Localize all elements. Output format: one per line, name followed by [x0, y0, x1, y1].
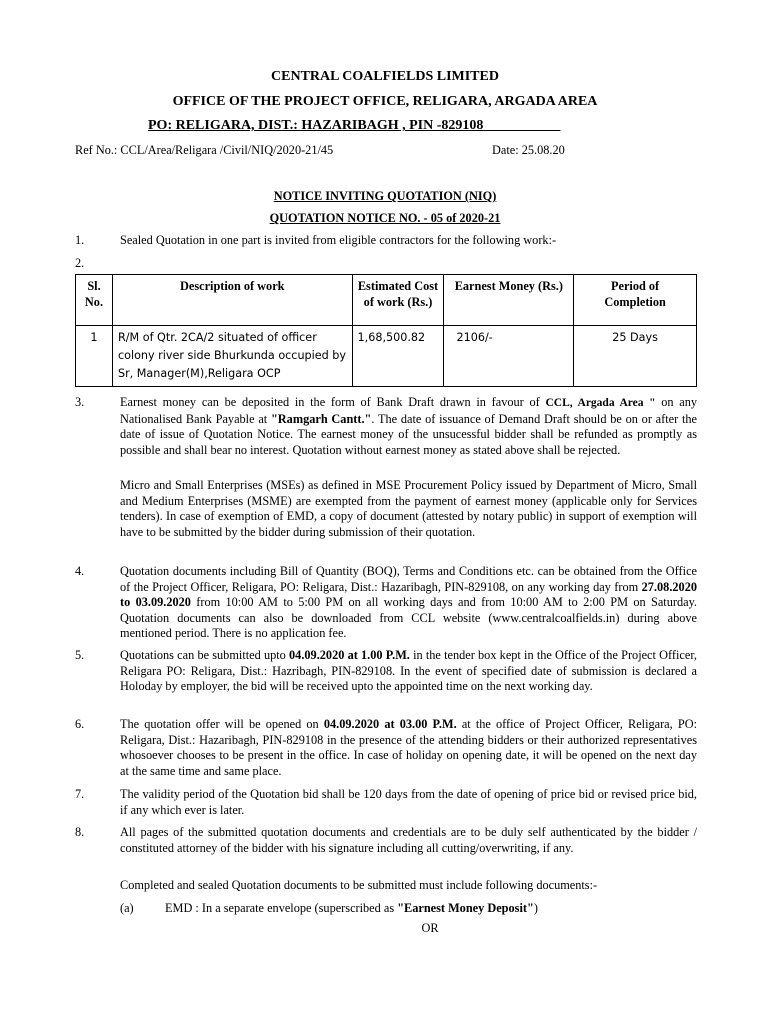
- table-row: [76, 326, 697, 387]
- office-address: PO: RELIGARA, DIST.: HAZARIBAGH , PIN -829108: [148, 118, 484, 133]
- completed-documents-text: Completed and sealed Quotation documents to be submitted must include following documents:-: [120, 878, 598, 892]
- table-header-row: [76, 275, 697, 326]
- header-description: Description of work: [112, 275, 352, 326]
- item-6-text: The quotation offer will be opened on 04.09.2020 at 03.00 P.M. at the office of Project Officer, Religara, PO: Religara, Dist.: Hazaribagh, PIN-829108 in the presence of the attending bidders or their authorized representatives whosoever chooses to be present in the office. In case of holiday on opening date, it will be opened on the next day at the same time and same place.: [120, 717, 698, 778]
- item-4-number: 4.: [75, 564, 85, 578]
- company-name: CENTRAL COALFIELDS LIMITED: [271, 69, 499, 84]
- item-7-number: 7.: [75, 787, 85, 801]
- cell-cost: 1,68,500.82: [352, 326, 444, 387]
- item-7-text: The validity period of the Quotation bid shall be 120 days from the date of opening of price bid or revised price bid, if any which ever is later.: [120, 787, 697, 817]
- notice-date: Date: 25.08.20: [492, 143, 565, 157]
- reference-number: Ref No.: CCL/Area/Religara /Civil/NIQ/2020-21/45: [75, 143, 334, 157]
- or-separator: OR: [421, 921, 439, 935]
- sub-item-a-text: EMD : In a separate envelope (superscribed as "Earnest Money Deposit"): [165, 901, 538, 915]
- cell-description: R/M of Qtr. 2CA/2 situated of officer colony river side Bhurkunda occupied by Sr, Manager(M),Religara OCP: [112, 326, 352, 387]
- item-2-number: 2.: [75, 256, 85, 270]
- item-3-text: Earnest money can be deposited in the form of Bank Draft drawn in favour of CCL, Argada Area " on any Nationalised Bank Payable at "Ramgarh Cantt.". The date of issuance of Demand Draft should be on or after the date of issue of Quotation Notice. The earnest money of the unsucessful bidder shall be refunded as promptly as possible and shall bear no interest. Quotation without earnest money as stated above shall be rejected.: [120, 395, 697, 457]
- cell-period: 25 Days: [574, 326, 697, 387]
- cell-sl: 1: [76, 326, 113, 387]
- notice-title: NOTICE INVITING QUOTATION (NIQ): [273, 189, 497, 203]
- item-5-number: 5.: [75, 648, 85, 662]
- item-8-text: All pages of the submitted quotation documents and credentials are to be duly self authenticated by the bidder / constituted attorney of the bidder with his signature including all cutting/overwriting, if any.: [120, 825, 697, 855]
- header-earnest-money: Earnest Money (Rs.): [444, 275, 574, 326]
- item-6-number: 6.: [75, 717, 85, 731]
- header-period: Period of Completion: [574, 275, 697, 326]
- notice-number: QUOTATION NOTICE NO. - 05 of 2020-21: [269, 211, 501, 225]
- header-sl-no: Sl. No.: [76, 275, 113, 326]
- item-1-number: 1.: [75, 233, 85, 247]
- mse-exemption-text: Micro and Small Enterprises (MSEs) as defined in MSE Procurement Policy issued by Department of Micro, Small and Medium Enterprises (MSME) are exempted from the payment of earnest money (applicable only for Services tenders). In case of exemption of EMD, a copy of document (attested by notary public) in support of exemption will have to be submitted by the bidder during submission of their quotation.: [120, 478, 697, 539]
- office-name: OFFICE OF THE PROJECT OFFICE, RELIGARA, ARGADA AREA: [172, 94, 598, 109]
- sub-item-a-label: (a): [120, 901, 134, 915]
- item-1-text: Sealed Quotation in one part is invited from eligible contractors for the following work:-: [120, 233, 557, 247]
- item-5-text: Quotations can be submitted upto 04.09.2020 at 1.00 P.M. in the tender box kept in the Office of the Project Officer, Religara PO: Religara, Dist.: Hazribagh, PIN-829108. In the event of specified date of submission is declared a Holoday by employer, the bid will be received upto the appointed time on the next working day.: [120, 648, 697, 693]
- item-3-number: 3.: [75, 395, 85, 409]
- header-estimated-cost: Estimated Cost of work (Rs.): [352, 275, 444, 326]
- item-8-number: 8.: [75, 825, 85, 839]
- cell-emd: 2106/-: [444, 326, 574, 387]
- item-4-text: Quotation documents including Bill of Quantity (BOQ), Terms and Conditions etc. can be obtained from the Office of the Project Officer, Religara, PO: Religara, Dist.: Hazaribagh, PIN-829108, on any working day from 27.08.2020 to 03.09.2020 from 10:00 AM to 5:00 PM on all working days and from 10:00 AM to 2:00 PM on Saturday. Quotation documents can also be downloaded from CCL website (www.centralcoalfields.in) during above mentioned period. There is no application fee.: [120, 564, 697, 640]
- work-table: [75, 274, 697, 387]
